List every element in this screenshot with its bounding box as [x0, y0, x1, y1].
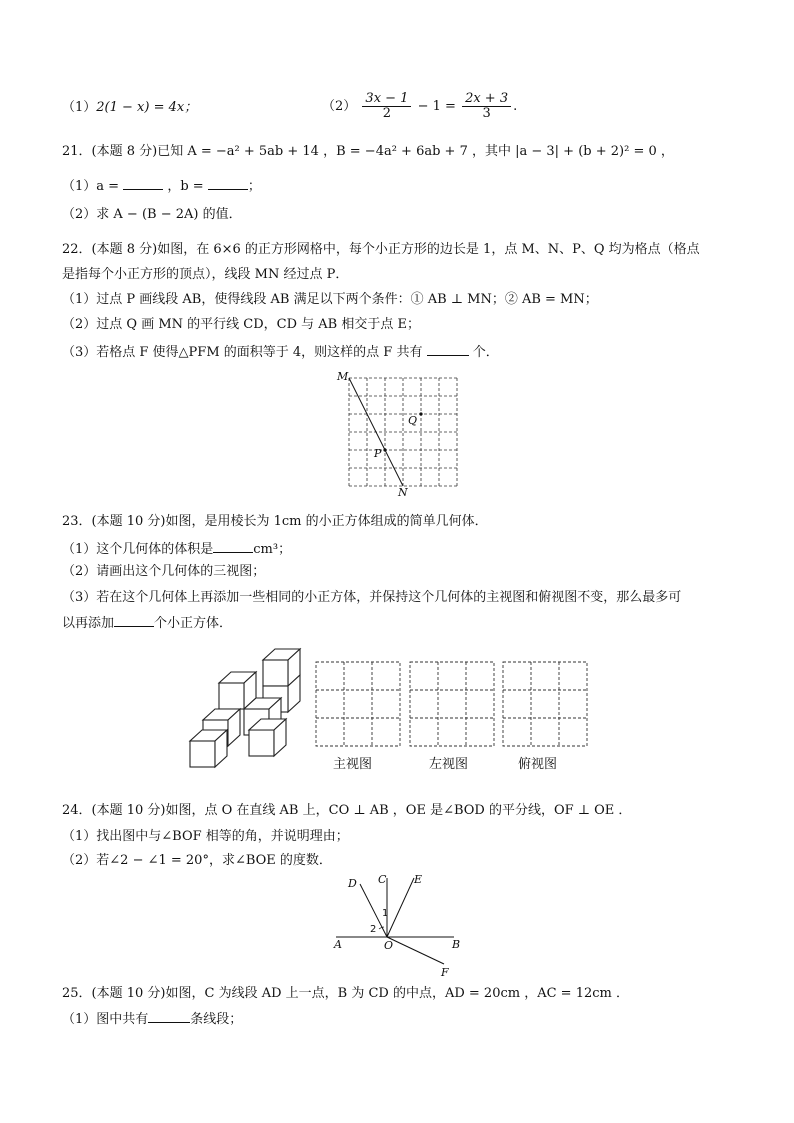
q24-angle-figure: [330, 870, 470, 980]
q24-head: 24．(本题 10 分)如图，点 O 在直线 AB 上，CO ⊥ AB ，OE 是∠BOD 的平分线，OF ⊥ OE ．: [62, 803, 632, 818]
q24-part2: （2）若∠2 − ∠1 = 20°，求∠BOE 的度数．: [62, 853, 332, 868]
q20-part2-label: （2）: [322, 99, 357, 114]
q20-fraction-2: $\frac{2x + 3}{3}$: [462, 92, 511, 121]
q22-head2: 是指每个小正方形的顶点），线段 MN 经过点 P．: [62, 267, 349, 282]
q23-part1: （1）这个几何体的体积是 cm³；: [62, 538, 291, 559]
label-c: C: [378, 873, 387, 886]
q22-part3: （3）若格点 F 使得△PFM 的面积等于 4，则这样的点 F 共有 个．: [62, 341, 499, 362]
q21-blank-b[interactable]: [208, 175, 248, 190]
q24-part1: （1）找出图中与∠BOF 相等的角，并说明理由；: [62, 829, 349, 844]
q25-part1: （1）图中共有 条线段；: [62, 1008, 242, 1029]
q25-head: 25．(本题 10 分)如图，C 为线段 AD 上一点，B 为 CD 的中点，AD = 20cm ，AC = 12cm ．: [62, 986, 629, 1001]
q20-part1-label: （1）: [62, 100, 97, 115]
view-grid-left: [408, 660, 498, 752]
q22-part2: （2）过点 Q 画 MN 的平行线 CD，CD 与 AB 相交于点 E；: [62, 317, 420, 332]
view-grid-front: [314, 660, 404, 752]
q21-part1: （1）a = ，b = ；: [62, 175, 261, 196]
q22-head: 22．(本题 8 分)如图，在 6×6 的正方形网格中，每个小正方形的边长是 1，点 M、N、P、Q 均为格点（格点: [62, 242, 700, 257]
q20-part2: （2） $\frac{3x - 1}{2}$ − 1 = $\frac{2x + 3}{3}$ .: [322, 91, 518, 121]
q23-part3: （3）若在这个几何体上再添加一些相同的小正方体，并保持这个几何体的主视图和俯视图不变，那么最多可: [62, 590, 682, 605]
q21-head: 21．(本题 8 分)已知 A = −a² + 5ab + 14 ，B = −4a² + 6ab + 7 ，其中 |a − 3| + (b + 2)² = 0 ，: [62, 144, 674, 159]
label-a: A: [334, 938, 342, 951]
view-grid-top: [501, 660, 591, 752]
q22-part1: （1）过点 P 画线段 AB，使得线段 AB 满足以下两个条件：① AB ⊥ MN；② AB = MN；: [62, 292, 598, 307]
label-top-view: 俯视图: [518, 757, 558, 772]
label-m: M: [337, 370, 349, 383]
q23-part3-cont: 以再添加 个小正方体．: [62, 612, 232, 633]
label-p: P: [374, 447, 382, 460]
label-front-view: 主视图: [333, 757, 373, 772]
ray-of: [387, 937, 444, 964]
q23-cubes-figure: [185, 645, 315, 775]
label-o: O: [384, 939, 394, 952]
grid-lines: [349, 378, 457, 486]
label-b: B: [452, 938, 461, 951]
point-q: [419, 412, 422, 415]
label-left-view: 左视图: [429, 757, 469, 772]
label-angle-1: 1: [382, 908, 389, 919]
q25-blank[interactable]: [148, 1008, 190, 1023]
label-angle-2: 2: [370, 924, 377, 935]
q23-blank-count[interactable]: [114, 612, 154, 627]
q23-blank-volume[interactable]: [213, 538, 253, 553]
label-e: E: [414, 873, 423, 886]
q23-head: 23．(本题 10 分)如图，是用棱长为 1cm 的小正方体组成的简单几何体．: [62, 514, 488, 529]
q20-part1: [62, 99, 197, 117]
q20-fraction-1: $\frac{3x - 1}{2}$: [362, 92, 411, 121]
point-p: [383, 448, 386, 451]
q22-grid-figure: [335, 368, 475, 498]
label-d: D: [348, 877, 357, 890]
q20-part2-mid: − 1 =: [417, 99, 456, 114]
label-q: Q: [408, 414, 418, 427]
q21-blank-a[interactable]: [123, 175, 163, 190]
label-n: N: [398, 486, 408, 499]
q22-blank[interactable]: [427, 341, 469, 356]
ray-oe: [387, 878, 414, 937]
label-f: F: [441, 966, 449, 979]
q20-part1-expr: 2(1 − x) = 4x；: [96, 100, 198, 115]
q23-part2: （2）请画出这个几何体的三视图；: [62, 564, 266, 579]
q21-part2: （2）求 A − (B − 2A) 的值．: [62, 207, 242, 222]
cube-stack: [190, 649, 300, 767]
